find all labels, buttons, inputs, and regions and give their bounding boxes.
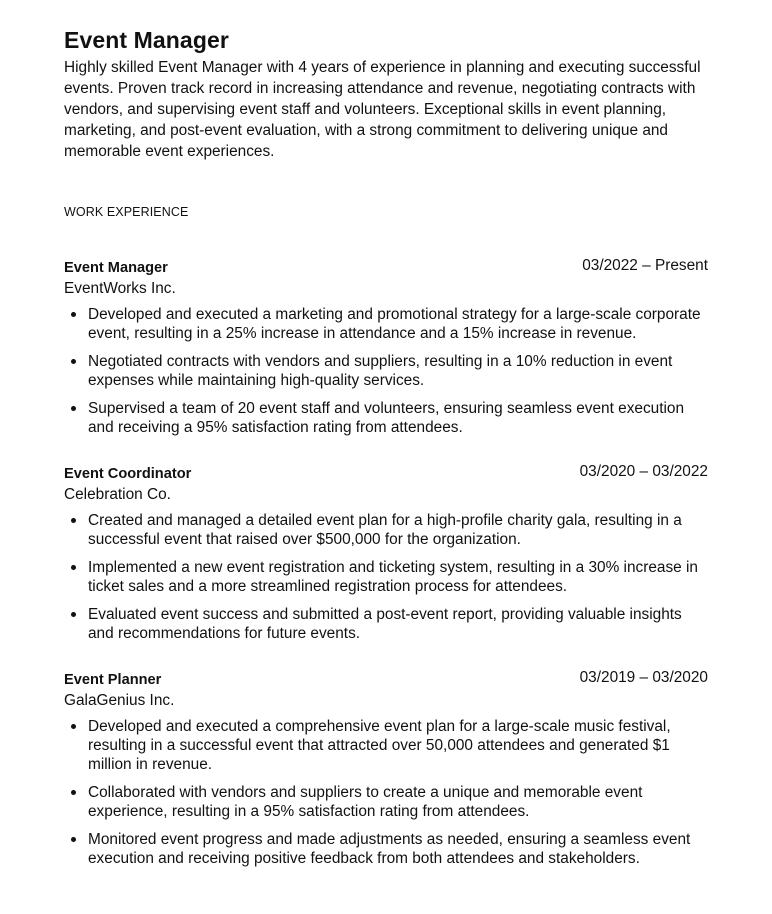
section-heading-work-experience: WORK EXPERIENCE: [64, 205, 189, 219]
bullet-text: Supervised a team of 20 event staff and volunteers, ensuring seamless event execution and receiving a 95% satisfaction rating from attendees.: [88, 400, 685, 436]
bullet-dot-icon: [71, 565, 76, 570]
bullet-dot-icon: [71, 406, 76, 411]
job-bullet-list: [64, 511, 712, 643]
job-bullet-list: [64, 717, 712, 868]
bullet-text: Implemented a new event registration and ticketing system, resulting in a 30% increase in ticket sales and a more streamlined registration process for attendees.: [88, 559, 698, 595]
resume-title: Event Manager: [64, 27, 229, 53]
job-title: Event Planner: [64, 672, 162, 688]
bullet-dot-icon: [71, 612, 76, 617]
bullet-dot-icon: [71, 790, 76, 795]
list-item: [64, 511, 708, 549]
bullet-text: Evaluated event success and submitted a post-event report, providing valuable insights and recommendations for future events.: [88, 606, 682, 642]
list-item: [64, 605, 708, 643]
job-bullet-list: [64, 305, 712, 437]
bullet-dot-icon: [71, 724, 76, 729]
bullet-text: Developed and executed a comprehensive event plan for a large-scale music festival, resulting in a successful event that attracted over 50,000 attendees and generated $1 million in revenue.: [88, 718, 671, 773]
bullet-dot-icon: [71, 518, 76, 523]
company-name: EventWorks Inc.: [64, 280, 176, 297]
bullet-dot-icon: [71, 312, 76, 317]
resume-page: [64, 26, 712, 868]
bullet-text: Monitored event progress and made adjustments as needed, ensuring a seamless event execution and receiving positive feedback from both attendees and stakeholders.: [88, 831, 691, 867]
company-name: Celebration Co.: [64, 486, 171, 503]
job-entry: [64, 256, 712, 437]
list-item: [64, 558, 708, 596]
job-header: [64, 462, 712, 484]
list-item: [64, 399, 708, 437]
bullet-text: Created and managed a detailed event plan for a high-profile charity gala, resulting in a successful event that raised over $500,000 for the organization.: [88, 512, 682, 548]
company-name: GalaGenius Inc.: [64, 692, 175, 709]
bullet-dot-icon: [71, 837, 76, 842]
job-entry: [64, 462, 712, 643]
bullet-text: Collaborated with vendors and suppliers to create a unique and memorable event experience, resulting in a 95% satisfaction rating from attendees.: [88, 784, 643, 820]
bullet-text: Negotiated contracts with vendors and suppliers, resulting in a 10% reduction in event expenses while maintaining high-quality services.: [88, 353, 673, 389]
list-item: [64, 830, 708, 868]
job-dates: 03/2020 – 03/2022: [579, 463, 708, 480]
bullet-dot-icon: [71, 359, 76, 364]
job-title: Event Coordinator: [64, 466, 192, 482]
job-header: [64, 668, 712, 690]
list-item: [64, 352, 708, 390]
list-item: [64, 305, 708, 343]
job-header: [64, 256, 712, 278]
list-item: [64, 717, 708, 774]
bullet-text: Developed and executed a marketing and promotional strategy for a large-scale corporate event, resulting in a 25% increase in attendance and a 15% increase in revenue.: [88, 306, 701, 342]
job-entry: [64, 668, 712, 868]
job-dates: 03/2019 – 03/2020: [579, 669, 708, 686]
professional-summary: Highly skilled Event Manager with 4 years of experience in planning and executing successful events. Proven track record in increasing attendance and revenue, negotiating contracts with vendors, and supervising event staff and volunteers. Exceptional skills in event planning, marketing, and post-event evaluation, with a strong commitment to delivering unique and memorable event experiences.: [64, 59, 701, 160]
list-item: [64, 783, 708, 821]
job-title: Event Manager: [64, 260, 168, 276]
job-dates: 03/2022 – Present: [582, 257, 708, 274]
